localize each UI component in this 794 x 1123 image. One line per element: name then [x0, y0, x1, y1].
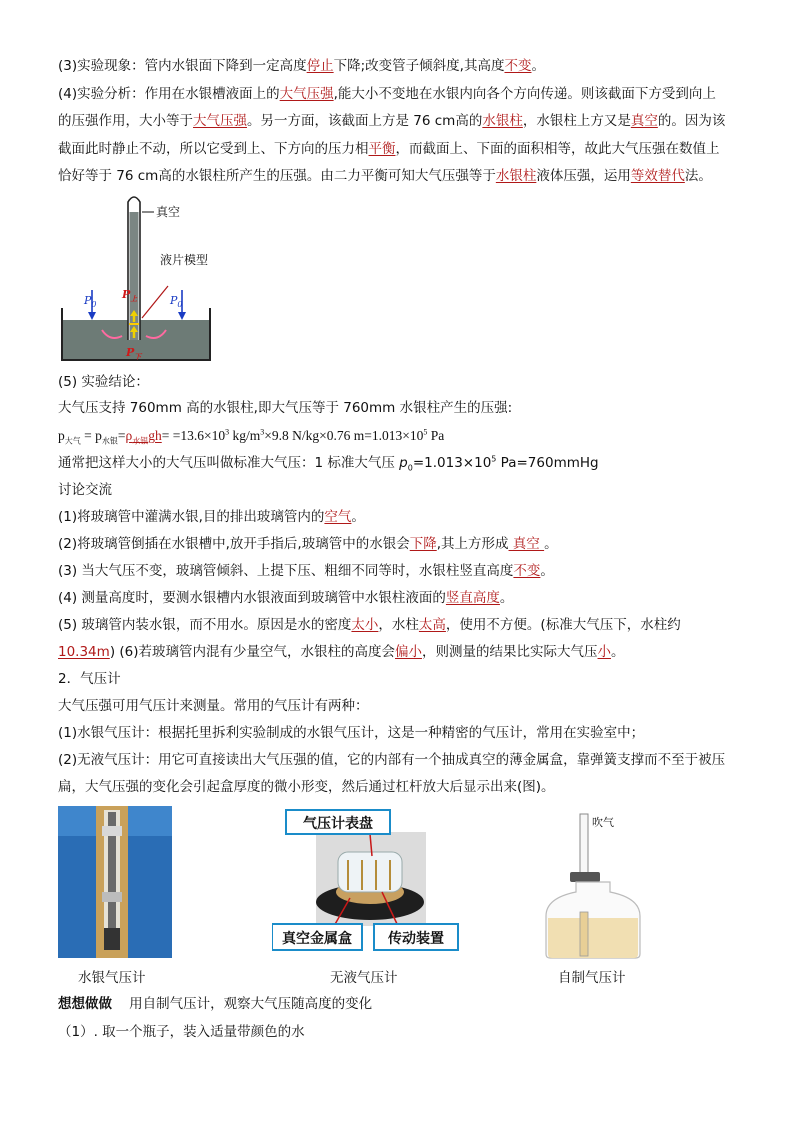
label-leaf-model: 液片模型 [160, 253, 209, 267]
conclusion-line-1: 大气压支持 760mm 高的水银柱,即大气压等于 760mm 水银柱产生的压强: [58, 400, 513, 416]
aneroid-barometer-image [272, 806, 460, 952]
para-4-line-4: 恰好等于 76 cm高的水银柱所产生的压强。由二力平衡可知大气压强等于水银柱液体压强，运用等效替代法。 [58, 168, 712, 184]
label-p0-left: $P_0$ [84, 294, 97, 309]
barometer-line-3: (2)无液气压计：用它可直接读出大气压强的值，它的内部有一个抽成真空的薄金属盒，靠弹簧支撑而不至于被压 [58, 752, 726, 768]
label-vacuum-box: 真空金属盒 [282, 931, 352, 947]
caption-mercury: 水银气压计 [78, 970, 146, 986]
para-4-line-1: (4)实验分析：作用在水银槽液面上的大气压强,能大小不变地在水银内向各个方向传递。则该截面下方受到向上 [58, 86, 716, 102]
caption-aneroid: 无液气压计 [330, 970, 398, 986]
barometer-head: 2．气压计 [58, 671, 121, 687]
discussion-4: (4) 测量高度时，要测水银槽内水银液面到玻璃管中水银柱液面的竖直高度。 [58, 590, 514, 606]
formula-line: $p_{大气} = p_{水银}=\rho_{水银}gh= =13.6\times 10^3$ $kg/m^3\times 9.8$ N/kg×0.76 $m=1.013\times 10^5$ Pa [58, 427, 445, 446]
barometer-line-4: 扁，大气压强的变化会引起盒厚度的微小形变，然后通过杠杆放大后显示出来(图)。 [58, 779, 555, 795]
label-transmission: 传动装置 [388, 931, 444, 947]
label-p-up: $P_上$ [122, 288, 138, 303]
discussion-3: (3) 当大气压不变，玻璃管倾斜、上提下压、粗细不同等时，水银柱竖直高度不变。 [58, 563, 554, 579]
para-3: (3)实验现象：管内水银面下降到一定高度停止下降;改变管子倾斜度,其高度不变。 [58, 58, 545, 74]
label-dial: 气压计表盘 [303, 816, 373, 832]
label-p0-right: $P_0$ [170, 294, 183, 309]
discussion-6: 10.34m) (6)若玻璃管内混有少量空气，水银柱的高度会偏小，则测量的结果比实际大气压小。 [58, 644, 625, 660]
discussion-2: (2)将玻璃管倒插在水银槽中,放开手指后,玻璃管中的水银会下降,其上方形成 真空 。 [58, 536, 558, 552]
barometer-line-1: 大气压强可用气压计来测量。常用的气压计有两种： [58, 698, 369, 714]
discussion-1: (1)将玻璃管中灌满水银,目的排出玻璃管内的空气。 [58, 509, 365, 525]
discussion-5: (5) 玻璃管内装水银，而不用水。原因是水的密度太小，水柱太高，使用不方便。(标准大气压下，水柱约 [58, 617, 681, 633]
para-4-line-3: 截面此时静止不动，所以它受到上、下方向的压力相平衡，而截面上、下面的面积相等，故此大气压强在数值上 [58, 141, 720, 157]
para-4-line-2: 的压强作用，大小等于大气压强。另一方面，该截面上方是 76 cm高的水银柱，水银柱上方又是真空的。因为该 [58, 113, 726, 129]
barometer-line-2: (1)水银气压计：根据托里拆利实验制成的水银气压计，这是一种精密的气压计，常用在实验室中； [58, 725, 645, 741]
think-step-1: （1）. 取一个瓶子，装入适量带颜色的水 [58, 1024, 305, 1040]
mercury-barometer-image [58, 806, 172, 958]
torricelli-diagram [58, 190, 238, 365]
label-p-down: $P_下$ [126, 346, 142, 361]
caption-homemade: 自制气压计 [558, 970, 626, 986]
think-do-line: 想想做做 用自制气压计，观察大气压随高度的变化 [58, 996, 373, 1012]
discussion-head: 讨论交流 [58, 482, 112, 498]
standard-pressure-line: 通常把这样大小的大气压叫做标准大气压：1 标准大气压 $p_0=1.013\times 10^5$ Pa=760mmHg [58, 454, 599, 473]
label-vacuum: 真空 [156, 205, 181, 219]
label-blow: 吹气 [592, 816, 614, 829]
conclusion-head: (5) 实验结论： [58, 374, 149, 390]
homemade-barometer-image [540, 812, 650, 960]
